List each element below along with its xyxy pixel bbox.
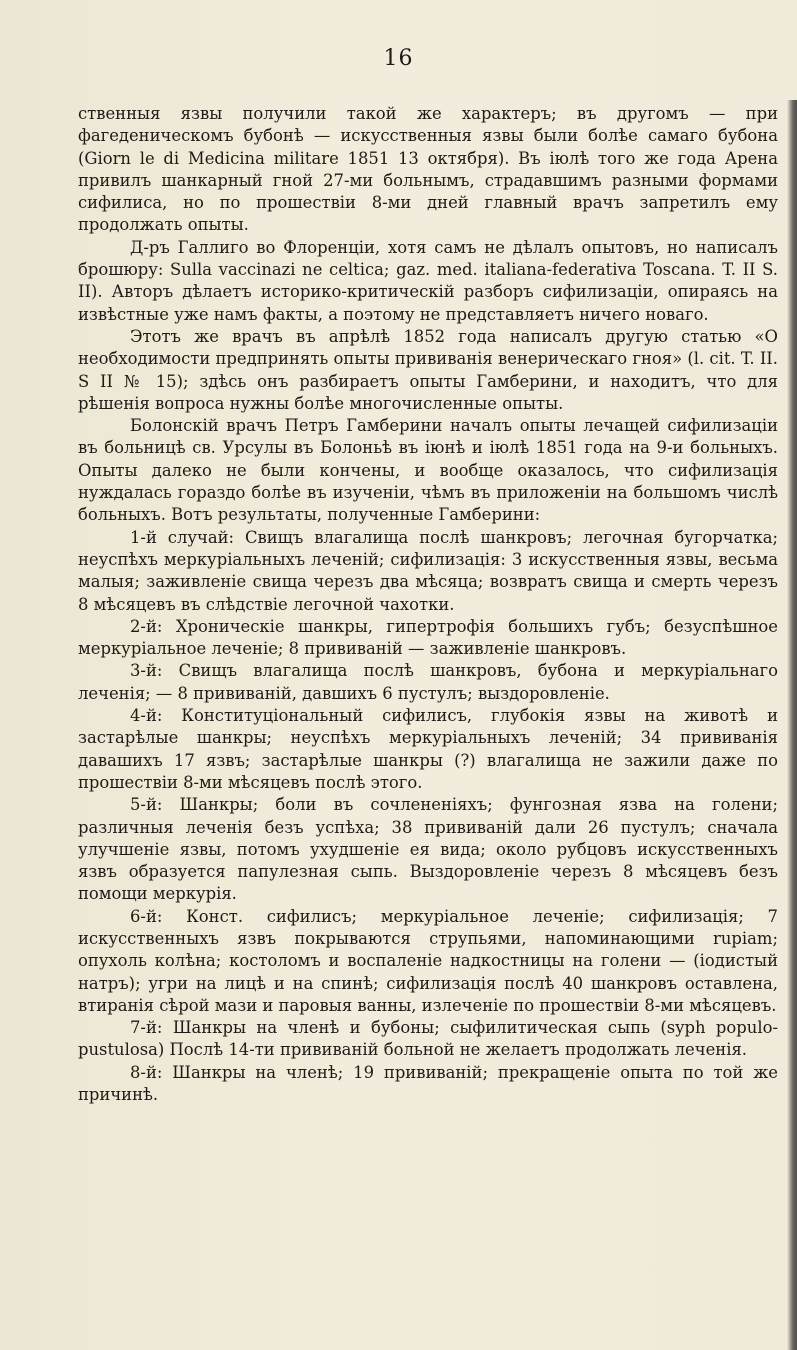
case-4: 4-й: Конституцiональный сифилисъ, глубокiя язвы на животѣ и застарѣлые шанкры; неуспѣхъ меркурiальныхъ леченiй; 34 прививанiя давашихъ 17 язвъ; застарѣлые шанкры (?) влагалища не зажили даже по прошествiи 8-ми мѣсяцевъ послѣ этого. bbox=[78, 706, 778, 792]
case-8: 8-й: Шанкры на членѣ; 19 прививанiй; прекращенiе опыта по той же причинѣ. bbox=[78, 1062, 778, 1105]
page-binding-shadow bbox=[787, 100, 797, 1350]
page-number: 16 bbox=[383, 46, 414, 71]
paragraph-3: Этотъ же врачъ въ апрѣлѣ 1852 года написалъ другую статью «О необходимости предпринять опыты прививанiя венерическаго гноя» (l. cit. T. II. S II № 15); здѣсь онъ разбираетъ опыты Гамберини, и находитъ, что для рѣшенiя вопроса нужны болѣе многочисленные опыты. bbox=[78, 326, 778, 413]
paragraph-4: Болонскiй врачъ Петръ Гамберини началъ опыты лечащей сифилизацiи въ больницѣ св. Урсулы въ Болоньѣ въ iюнѣ и iюлѣ 1851 года на 9-и больныхъ. Опыты далеко не были кончены, и вообще оказалось, что сифилизацiя нуждалась гораздо болѣе въ изученiи, чѣмъ въ приложенiи на большомъ числѣ больныхъ. Вотъ результаты, полученные Гамберини: bbox=[78, 416, 778, 525]
case-3: 3-й: Свищъ влагалища послѣ шанкровъ, бубона и меркурiальнаго леченiя; — 8 прививанiй, давшихъ 6 пустулъ; выздоровленiе. bbox=[78, 661, 778, 703]
body-text bbox=[78, 103, 778, 1106]
case-1: 1-й случай: Свищъ влагалища послѣ шанкровъ; легочная бугорчатка; неуспѣхъ меркурiальныхъ леченiй; сифилизацiя: 3 искусственныя язвы, весьма малыя; заживленiе свища черезъ два мѣсяца; возвратъ свища и смерть черезъ 8 мѣсяцевъ въ слѣдствiе легочной чахотки. bbox=[78, 527, 778, 614]
case-6: 6-й: Конст. сифилисъ; меркурiальное леченiе; сифилизацiя; 7 искусственныхъ язвъ покрываются струпьями, напоминающими rupiam; опухоль колѣна; костоломъ и воспаленiе надкостницы на голени — (iодистый натръ); угри на лицѣ и на спинѣ; сифилизацiя послѣ 40 шанкровъ оставлена, втиранiя сѣрой мази и паровыя ванны, излеченiе по прошествiи 8-ми мѣсяцевъ. bbox=[78, 906, 778, 1015]
paragraph-1: ственныя язвы получили такой же характеръ; въ другомъ — при фагеденическомъ бубонѣ — искусственныя язвы были болѣе самаго бубона (Giorn le di Medicina militare 1851 13 октября). Въ iюлѣ того же года Арена привилъ шанкарный гной 27-ми больнымъ, страдавшимъ разными формами сифилиса, но по прошествiи 8-ми дней главный врачъ запретилъ ему продолжать опыты. bbox=[78, 104, 778, 235]
case-7: 7-й: Шанкры на членѣ и бубоны; сыфилитическая сыпь (syph populo-pustulosa) Послѣ 14-ти прививанiй больной не желаетъ продолжать леченiя. bbox=[78, 1018, 778, 1060]
paragraph-2: Д-ръ Галлиго во Флоренцiи, хотя самъ не дѣлалъ опытовъ, но написалъ брошюру: Sulla vaccinazi ne celtica; gaz. med. italiana-federativa Toscana. T. II S. II). Авторъ дѣлаетъ историко-критическiй разборъ сифилизацiи, опираясь на извѣстные уже намъ факты, а поэтому не представляетъ ничего новаго. bbox=[78, 237, 778, 324]
case-5: 5-й: Шанкры; боли въ сочлененiяхъ; фунгозная язва на голени; различныя леченiя безъ успѣха; 38 прививанiй дали 26 пустулъ; сначала улучшенiе язвы, потомъ ухудшенiе ея вида; около рубцовъ искусственныхъ язвъ образуется папулезная сыпь. Выздоровленiе черезъ 8 мѣсяцевъ безъ помощи меркурiя. bbox=[78, 795, 778, 904]
case-2: 2-й: Хроническiе шанкры, гипертрофiя большихъ губъ; безуспѣшное меркурiальное леченiе; 8 прививанiй — заживленiе шанкровъ. bbox=[78, 616, 778, 659]
